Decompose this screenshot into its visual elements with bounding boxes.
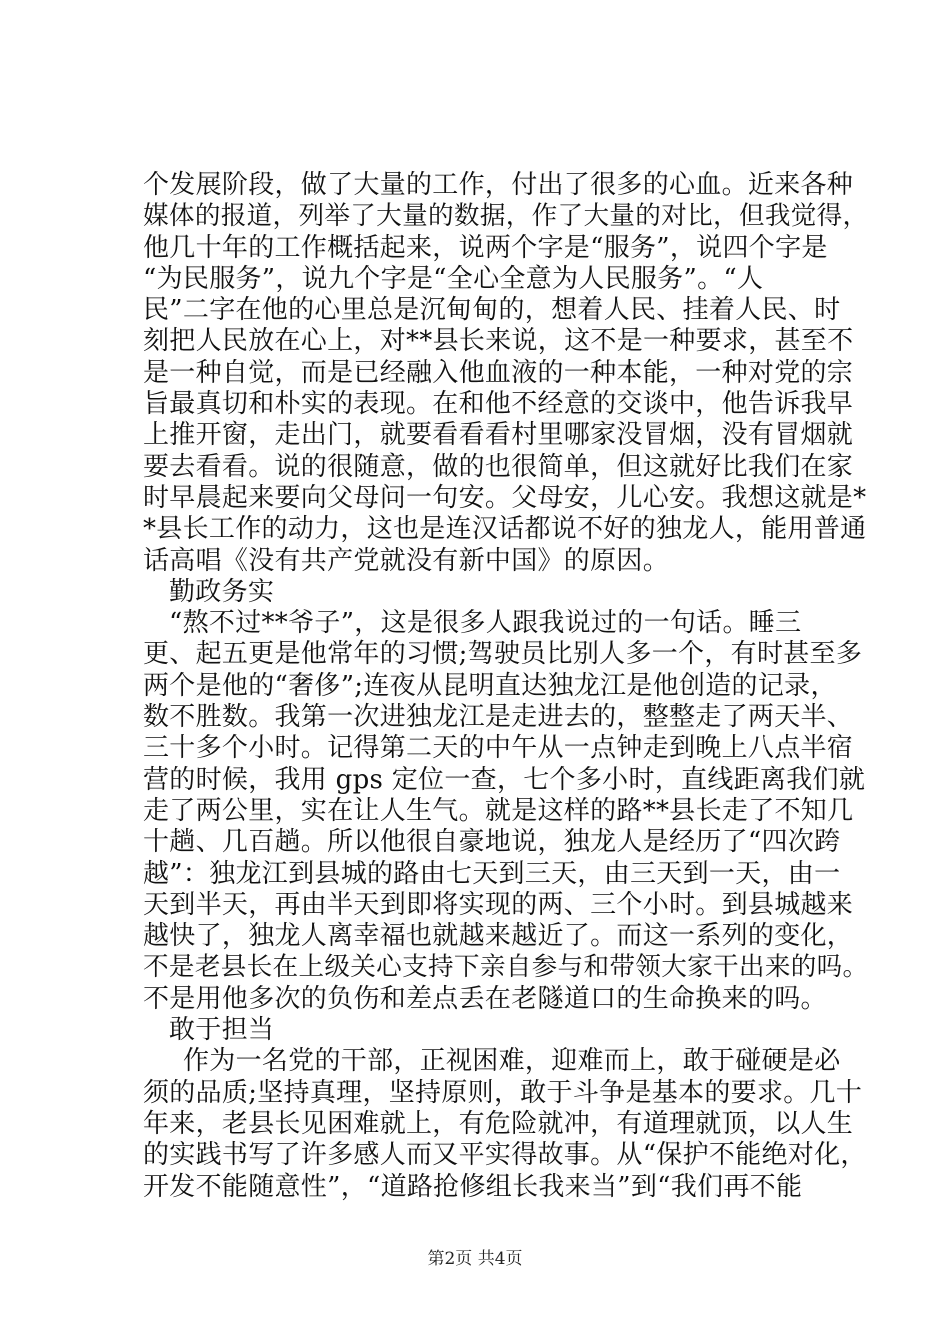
text-line: 他几十年的工作概括起来，说两个字是“服务”，说四个字是 <box>143 232 828 263</box>
text-line: 不是老县长在上级关心支持下亲自参与和带领大家干出来的吗。 <box>143 952 869 983</box>
body-text <box>143 170 869 1203</box>
text-line: 须的品质;坚持真理，坚持原则，敢于斗争是基本的要求。几十 <box>143 1077 863 1108</box>
text-line: *县长工作的动力，这也是连汉话都说不好的独龙人，能用普通 <box>143 514 867 545</box>
page-number-footer: 第2页 共4页 <box>427 1249 523 1269</box>
text-line: 刻把人民放在心上，对**县长来说，这不是一种要求，甚至不 <box>143 326 854 357</box>
text-line: 话高唱《没有共产党就没有新中国》的原因。 <box>143 545 670 576</box>
text-line: 十趟、几百趟。所以他很自豪地说，独龙人是经历了“四次跨 <box>143 827 841 858</box>
section-heading: 勤政务实 <box>169 576 275 607</box>
text-line: 开发不能随意性”，“道路抢修组长我来当”到“我们再不能 <box>143 1171 803 1202</box>
text-line: 更、起五更是他常年的习惯;驾驶员比别人多一个，有时甚至多 <box>143 639 863 670</box>
text-line: 数不胜数。我第一次进独龙江是走进去的，整整走了两天半、 <box>143 702 854 733</box>
text-line: 天到半天，再由半天到即将实现的两、三个小时。到县城越来 <box>143 889 854 920</box>
text-line: 营的时候，我用 gps 定位一查，七个多小时，直线距离我们就 <box>143 764 866 795</box>
text-line: 上推开窗，走出门，就要看看看村里哪家没冒烟，没有冒烟就 <box>143 420 854 451</box>
text-line: 的实践书写了许多感人而又平实得故事。从“保护不能绝对化， <box>143 1140 867 1171</box>
text-line: 两个是他的“奢侈”;连夜从昆明直达独龙江是他创造的记录， <box>143 670 837 701</box>
text-line: 是一种自觉，而是已经融入他血液的一种本能，一种对党的宗 <box>143 357 854 388</box>
text-line: 作为一名党的干部，正视困难，迎难而上，敢于碰硬是必 <box>183 1046 841 1077</box>
text-line: 媒体的报道，列举了大量的数据，作了大量的对比，但我觉得， <box>143 201 869 232</box>
text-line: “熬不过**爷子”，这是很多人跟我说过的一句话。睡三 <box>169 608 802 639</box>
text-line: 旨最真切和朴实的表现。在和他不经意的交谈中，他告诉我早 <box>143 389 854 420</box>
section-heading: 敢于担当 <box>169 1015 275 1046</box>
text-line: 走了两公里，实在让人生气。就是这样的路**县长走了不知几 <box>143 795 854 826</box>
text-line: 时早晨起来要向父母问一句安。父母安，儿心安。我想这就是* <box>143 482 867 513</box>
text-line: 越”：独龙江到县城的路由七天到三天，由三天到一天，由一 <box>143 858 841 889</box>
text-line: 三十多个小时。记得第二天的中午从一点钟走到晚上八点半宿 <box>143 733 854 764</box>
text-line: “为民服务”，说九个字是“全心全意为人民服务”。“人 <box>143 263 764 294</box>
text-line: 不是用他多次的负伤和差点丢在老隧道口的生命换来的吗。 <box>143 983 827 1014</box>
text-line: 越快了，独龙人离幸福也就越来越近了。而这一系列的变化， <box>143 921 854 952</box>
text-line: 要去看看。说的很随意，做的也很简单，但这就好比我们在家 <box>143 451 854 482</box>
text-line: 年来，老县长见困难就上，有危险就冲，有道理就顶，以人生 <box>143 1108 854 1139</box>
text-line: 个发展阶段，做了大量的工作，付出了很多的心血。近来各种 <box>143 170 854 200</box>
text-line: 民”二字在他的心里总是沉甸甸的，想着人民、挂着人民、时 <box>143 295 841 326</box>
